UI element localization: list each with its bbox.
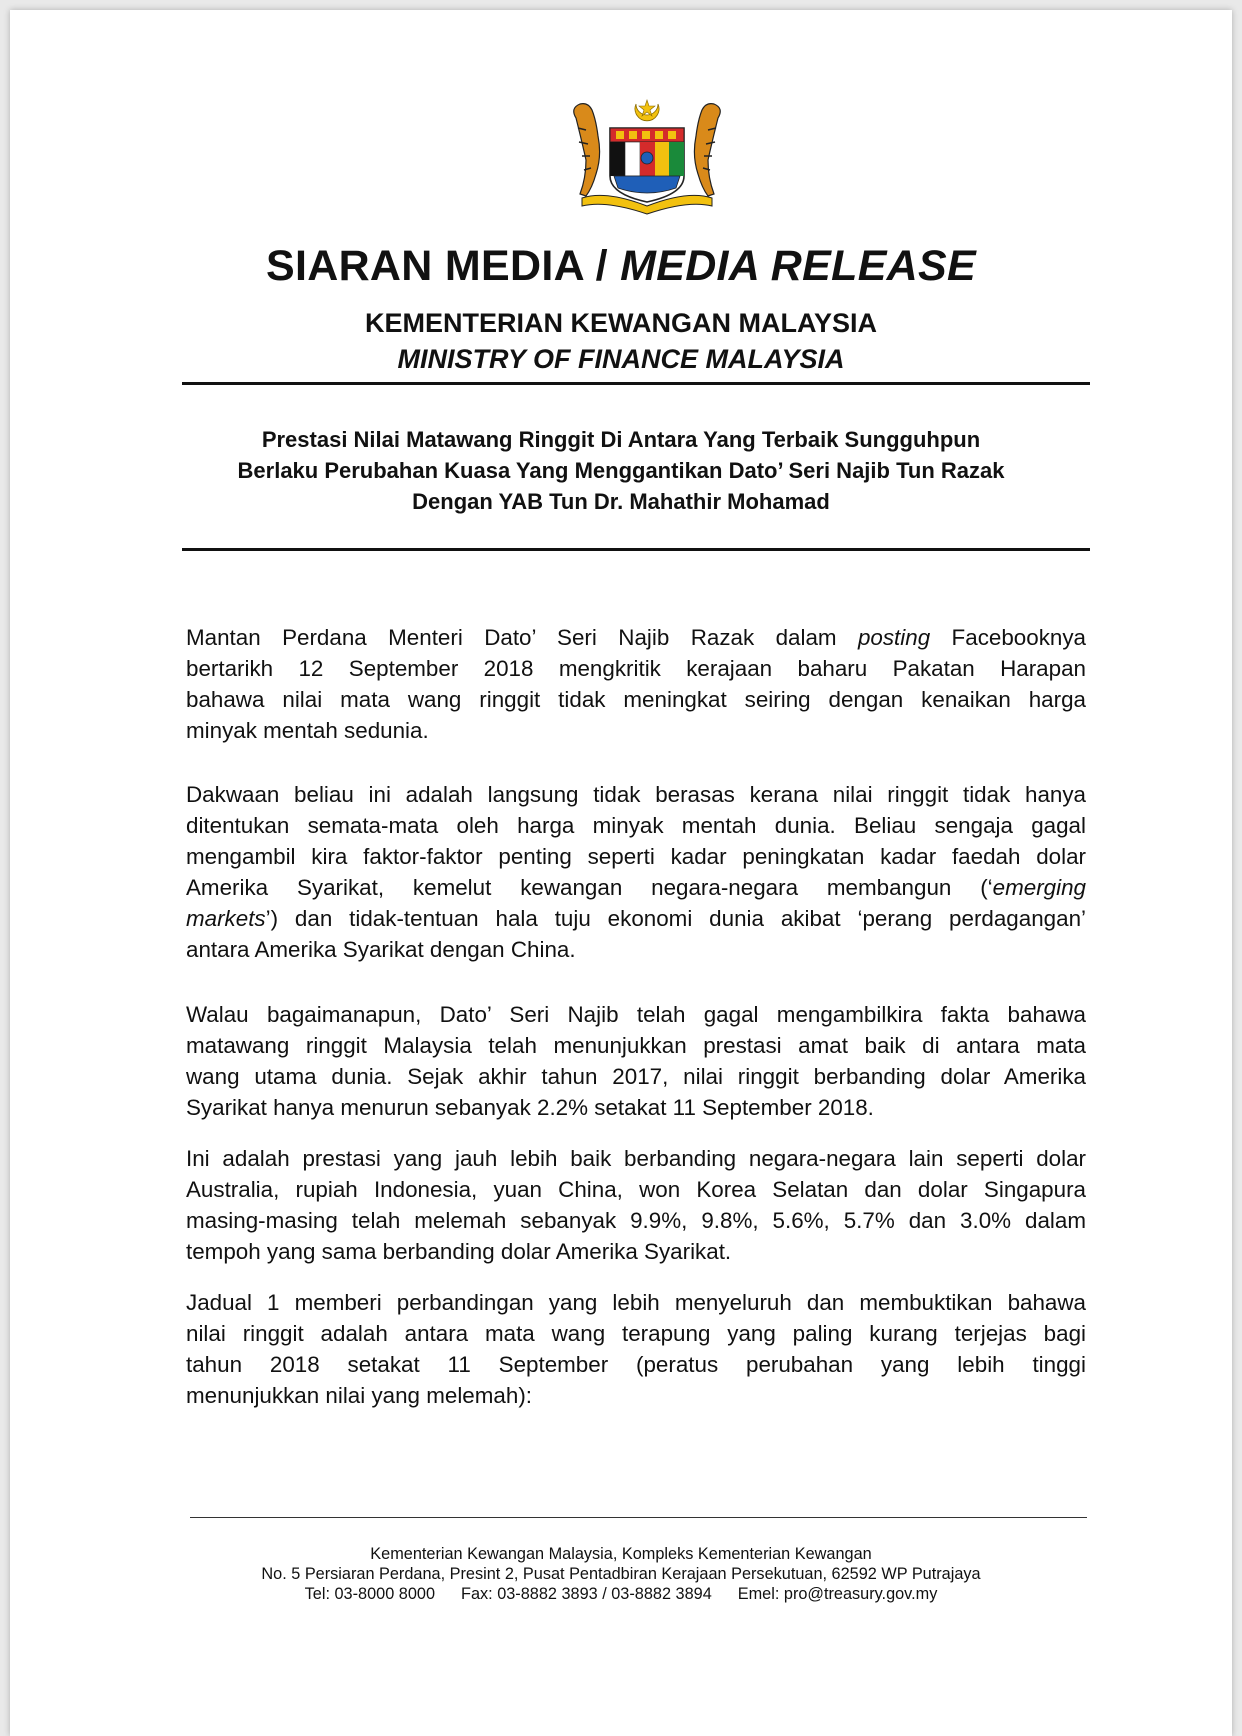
footer-contacts [0, 1584, 1242, 1604]
footer-fax: Fax: 03-8882 3893 / 03-8882 3894 [461, 1585, 712, 1603]
paragraph-5 [186, 1287, 1086, 1411]
italic-text: emerging [992, 875, 1086, 900]
text-line: antara Amerika Syarikat dengan China. [186, 937, 576, 962]
footer-email: Emel: pro@treasury.gov.my [737, 1585, 938, 1603]
paragraph-2 [186, 779, 1086, 965]
text-run: ’) dan tidak-tentuan hala tuju ekonomi dunia akibat ‘perang perdagangan’ [265, 906, 1086, 931]
malaysia-coat-of-arms-icon [566, 98, 728, 216]
text-line: bahawa nilai mata wang ringgit tidak meningkat seiring dengan kenaikan harga [186, 687, 1086, 712]
paragraph-3 [186, 999, 1086, 1123]
ministry-name-english: MINISTRY OF FINANCE MALAYSIA [397, 344, 845, 374]
footer-tel: Tel: 03-8000 8000 [304, 1585, 435, 1603]
headline-line: Dengan YAB Tun Dr. Mahathir Mohamad [412, 489, 830, 514]
text-line: nilai ringgit adalah antara mata wang terapung yang paling kurang terjejas bagi [186, 1321, 1086, 1346]
text-line: bertarikh 12 September 2018 mengkritik kerajaan baharu Pakatan Harapan [186, 656, 1086, 681]
text-run: Facebooknya [930, 625, 1086, 650]
text-line [186, 903, 1086, 934]
title-malay: SIARAN MEDIA / [266, 242, 608, 290]
text-line: Dakwaan beliau ini adalah langsung tidak berasas kerana nilai ringgit tidak hanya [186, 782, 1086, 807]
headline-line: Berlaku Perubahan Kuasa Yang Menggantikan Dato’ Seri Najib Tun Razak [237, 458, 1005, 483]
italic-text: posting [857, 625, 931, 650]
footer-divider [190, 1517, 1087, 1518]
document-title [0, 242, 1242, 291]
text-line: Ini adalah prestasi yang jauh lebih baik berbanding negara-negara lain seperti dolar [186, 1146, 1086, 1171]
text-line: wang utama dunia. Sejak akhir tahun 2017, nilai ringgit berbanding dolar Amerika [186, 1064, 1086, 1089]
text-line: Walau bagaimanapun, Dato’ Seri Najib telah gagal mengambilkira fakta bahawa [186, 1002, 1086, 1027]
text-line: tempoh yang sama berbanding dolar Amerika Syarikat. [186, 1239, 732, 1264]
text-line: masing-masing telah melemah sebanyak 9.9%, 9.8%, 5.6%, 5.7% dan 3.0% dalam [186, 1208, 1086, 1233]
ministry-name-malay: KEMENTERIAN KEWANGAN MALAYSIA [364, 308, 878, 338]
headline-divider [182, 548, 1090, 551]
text-line [186, 622, 1086, 653]
text-line: Syarikat hanya menurun sebanyak 2.2% setakat 11 September 2018. [186, 1095, 874, 1120]
text-line: Australia, rupiah Indonesia, yuan China, won Korea Selatan dan dolar Singapura [186, 1177, 1086, 1202]
text-line: tahun 2018 setakat 11 September (peratus perubahan yang lebih tinggi [186, 1352, 1086, 1377]
footer [0, 1544, 1242, 1604]
text-line: matawang ringgit Malaysia telah menunjukkan prestasi amat baik di antara mata [186, 1033, 1086, 1058]
text-run: Amerika Syarikat, kemelut kewangan negara-negara membangun (‘ [186, 875, 993, 900]
text-line [186, 872, 1086, 903]
footer-address-line: Kementerian Kewangan Malaysia, Kompleks Kementerian Kewangan [370, 1545, 872, 1563]
italic-text: markets [186, 906, 266, 931]
paragraph-1 [186, 622, 1086, 746]
text-line: menunjukkan nilai yang melemah): [186, 1383, 532, 1408]
paragraph-4 [186, 1143, 1086, 1267]
text-line: ditentukan semata-mata oleh harga minyak mentah dunia. Beliau sengaja gagal [186, 813, 1086, 838]
headline-line: Prestasi Nilai Matawang Ringgit Di Antara Yang Terbaik Sungguhpun [261, 427, 981, 452]
text-line: Jadual 1 memberi perbandingan yang lebih menyeluruh dan membuktikan bahawa [186, 1290, 1086, 1315]
headline [140, 424, 1102, 517]
footer-address-line: No. 5 Persiaran Perdana, Presint 2, Pusat Pentadbiran Kerajaan Persekutuan, 62592 WP Putrajaya [261, 1565, 981, 1583]
header-divider [182, 382, 1090, 385]
title-english: MEDIA RELEASE [620, 242, 976, 290]
text-run: Mantan Perdana Menteri Dato’ Seri Najib Razak dalam [186, 625, 858, 650]
text-line: minyak mentah sedunia. [186, 718, 429, 743]
text-line: mengambil kira faktor-faktor penting seperti kadar peningkatan kadar faedah dolar [186, 844, 1086, 869]
